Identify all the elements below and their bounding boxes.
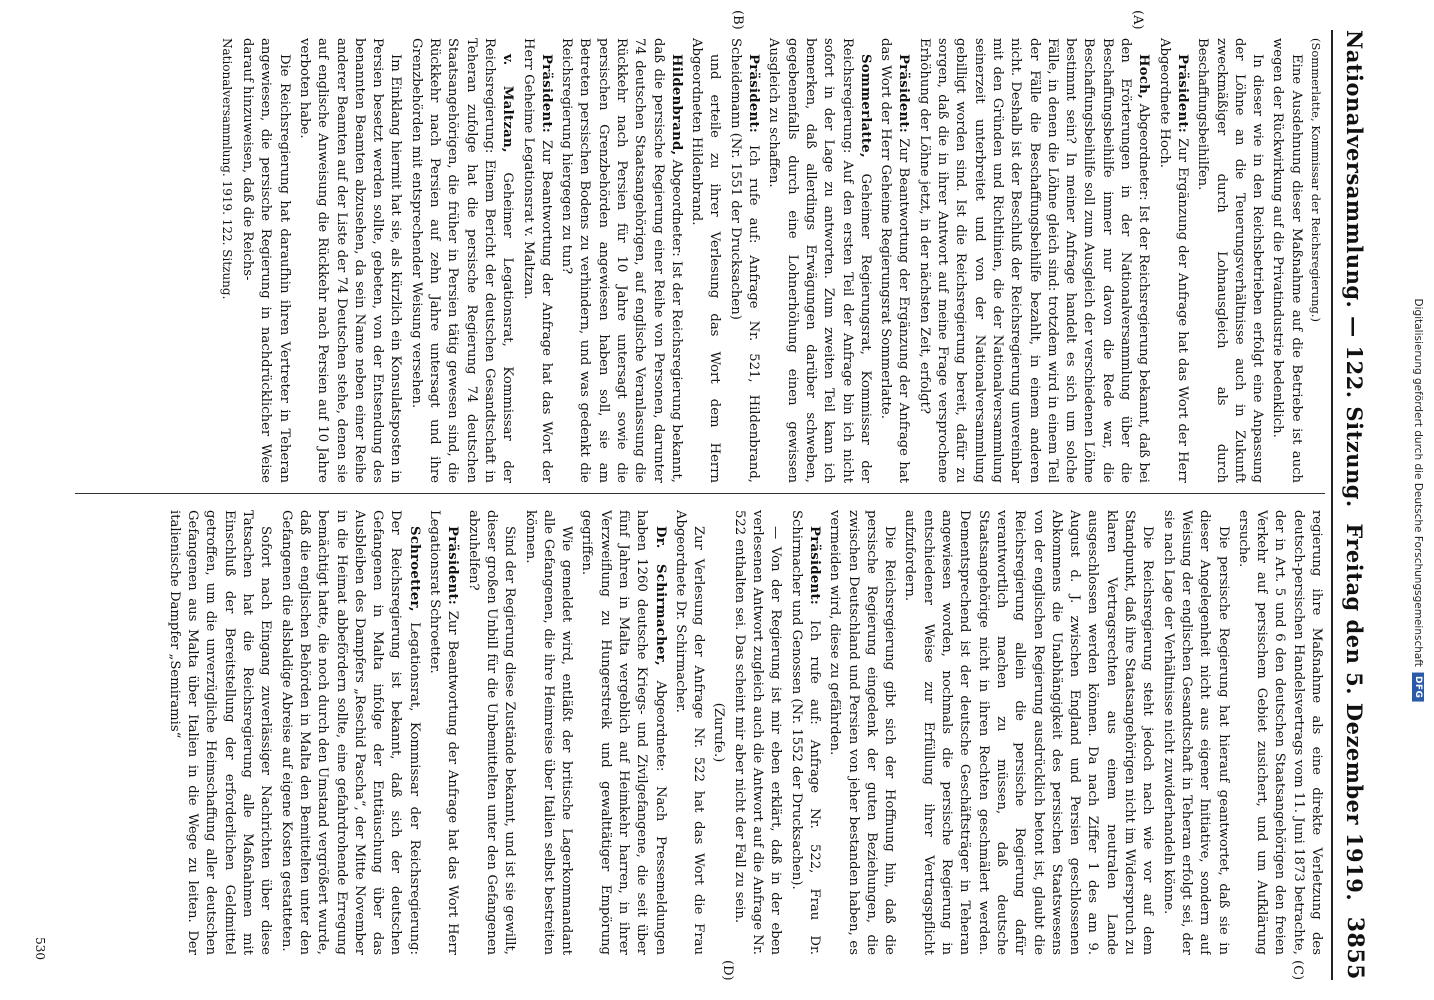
speech-paragraph [406, 38, 516, 483]
digitization-note [1412, 299, 1424, 702]
body-paragraph: Wie gemeldet wird, entläßt der britische Lagerkommandant alle Gefangenen, die ihre Heimreise über Italien selbst bestreiten können. [522, 510, 575, 955]
left-column [65, 38, 1325, 483]
dfg-logo: DFG [1412, 673, 1424, 702]
margin-marker-d: (D) [720, 960, 735, 981]
speech-paragraph [518, 38, 555, 483]
speaker-name: Schroetter, [406, 526, 422, 612]
speech-text: Abgeordneter: Ist der Reichsregierung bekannt, daß die persische Regierung einer Reihe von Personen, darunter 74 deutschen Staatsangehörigen, auf englische Veranlassung die Rückkehr nach Persien für 10 Jahre untersagt sowie die persischen Grenzbehörden angewiesen haben soll, sie am Betreten persischen Bodens zu verhindern, und was gedenkt die Reichsregierung hiergegen zu tun? [559, 38, 684, 483]
speech-paragraph [557, 38, 685, 483]
speech-paragraph [276, 510, 422, 955]
speech-paragraph [914, 38, 1152, 483]
speaker-name: Dr. Schirmacher, [652, 526, 668, 666]
speech-text: Geheimer Regierungsrat, Kommissar der Reichsregierung: Auf den ersten Teil der Anfrage bin ich nicht sofort in der Lage zu antworten. Zum zweiten Teil kann ich bemerken, daß allerdings Erwägungen darüber schweben, gegebenenfalls durch eine Lohnerhöhung einen gewissen Ausgleich zu schaffen. [766, 38, 873, 483]
speech-text: Geheimer Legationsrat, Kommissar der Reichsregierung: Einem Bericht der deutschen Gesandtschaft in Teheran zufolge hat die persische Regierung 74 deutschen Staatsangehörigen, die früher in Persien tätig gewesen sind, die Rückkehr nach Persien auf zehn Jahre untersagt und ihre Grenzbehörden mit entsprechender Weisung versehen. [408, 38, 516, 483]
speech-text: Abgeordnete: Nach Pressemeldungen haben 1260 deutsche Kriegs- und Zivilgefangene, die seit über fünf Jahren in Malta vergeblich auf Heimkehr harren, in ihrer Verzweiflung zu Hungerstreik und gewalttätiger Empörung gegriffen. [579, 510, 668, 955]
body-paragraph: Eine Ausdehnung dieser Maßnahme auf die Betriebe ist auch wegen der Rückwirkung auf die Privatindustrie bedenklich. [1270, 38, 1304, 483]
speaker-name: Präsident: [1174, 54, 1190, 134]
speaker-name: Sommerlatte, [857, 54, 873, 158]
page-number: 3855 [1342, 916, 1368, 980]
speaker-name: Präsident: [746, 54, 762, 134]
speech-paragraph [577, 510, 668, 955]
speech-paragraph [786, 510, 823, 955]
speech-text: Legationsrat, Kommissar der Reichsregierung: Der Reichsregierung ist bekannt, daß sich der deutschen Gefangenen in Malta infolge der Enttäuschung über das Ausbleiben des Dampfers „Reschid Pascha“, der Mitte November in die Heimat abbefördern sollte, eine gefahrdrohende Erregung bemächtigt hatte, die noch durch den Umstand vergrößert wurde, daß die englischen Behörden in Malta den Bemittelten unter den Gefangenen die alsbaldige Abreise auf eigene Kosten gestatteten. [278, 510, 422, 955]
speaker-continuation-note: (Sommerlatte, Kommissar der Reichsregierung.) [1309, 38, 1323, 322]
margin-marker-c: (C) [1290, 960, 1305, 981]
speech-text: Zur Beantwortung der Anfrage hat das Wort Herr Legationsrat Schroetter. [427, 510, 461, 955]
page-footer: Nationalversammlung. 1919. 122. Sitzung. [219, 38, 234, 300]
speaker-name: Präsident: [896, 54, 912, 134]
speech-paragraph [425, 510, 462, 955]
body-paragraph: Sofort nach Eingang zuverlässiger Nachrichten über diese Tatsachen hat die Reichsregierung alle Maßnahmen mit Einschluß der Bereitstellung der erforderlichen Geldmittel getroffen, um die unverzügliche Heimschaffung aller deutschen Gefangenen aus Malta über Italien in die Wege zu leiten. Der italienische Dampfer „Semiramis“ [166, 510, 274, 955]
speech-text: Zur Beantwortung der Anfrage hat das Wort der Herr Geheime Legationsrat v. Maltzan. [520, 38, 554, 483]
body-paragraph: Im Einklang hiermit hat sie, als kürzlich ein Konsulatsposten in Persien besetzt werden sollte, gebeten, von der Entsendung des benannten Beamten abzusehen, da sein Name neben einer Reihe anderer Beamten auf der Liste der 74 Deutschen stehe, denen sie auf englische Anweisung die Rückkehr nach Persien auf 10 Jahre verboten habe. [296, 38, 404, 483]
speech-text: Abgeordneter: Ist der Reichsregierung bekannt, daß bei den Erörterungen in der Nationalversammlung über die Beschaffungsbeihilfe immer nur davon die Rede war, die Beschaffungsbeihilfe soll zum Ausgleich der verschiedenen Löhne bestimmt sein? In meiner Anfrage handelt es sich um solche Fälle, in denen die Löhne gleich sind: trotzdem wird in einem Teil der Fälle die Beschaffungsbeihilfe bezahlt, in einem anderen nicht. Deshalb ist der Beschluß der Reichsregierung unvereinbar mit den Gründen und Richtlinien, die der Nationalversammlung seinerzeit unterbreitet und von der Nationalversammlung gebilligt worden sind. Ist die Reichsregierung bereit, dafür zu sorgen, daß die in ihrer Antwort auf meine Frage versprochene Erhöhung der Löhne jetzt, in der nächsten Zeit, erfolgt? [916, 38, 1152, 483]
header-center: Freitag den 5. Dezember 1919. [1342, 523, 1368, 902]
digitization-note-text: Digitalisierung gefördert durch die Deutsche Forschungsgemeinschaft [1412, 298, 1424, 667]
margin-marker-b: (B) [730, 10, 745, 30]
sheet-number: 530 [33, 937, 47, 960]
speech-text: Ich rufe auf: Anfrage Nr. 521, Hildenbrand, Scheidemann (Nr. 1551 der Drucksachen) [727, 38, 762, 483]
interjection: (Zurufe.) [711, 702, 727, 763]
body-paragraph: regierung ihre Maßnahme als eine direkte Verletzung des deutsch-persischen Handelsvertrags vom 11. Juni 1873 betrachte, der in Art. 5 und 6 den deutschen Staatsangehörigen den freien Verkehr auf persischem Gebiet zusichert, und um Aufklärung ersuche. [1235, 510, 1324, 955]
speech-paragraph [1154, 38, 1191, 483]
right-column [65, 510, 1325, 955]
speaker-name: Präsident: [538, 54, 554, 134]
body-paragraph: Zur Verlesung der Anfrage Nr. 522 hat das Wort die Frau Abgeordnete Dr. Schirmacher. [672, 510, 707, 955]
speech-paragraph [764, 38, 874, 483]
body-paragraph: Die Reichsregierung steht jedoch nach wie vor auf dem Standpunkt, daß ihre Staatsangehörigen nicht im Widerspruch zu klaren Vertragsrechten aus einem neutralen Lande ausgeschlossen werden können. Da nach Ziffer 1 des am 9. August d. J. zwischen England und Persien geschlossenen Abkommens die Unabhängigkeit des persischen Staatswesens von der englischen Regierung ausdrücklich betont ist, glaubt die Reichsregierung allein die persische Regierung dafür verantwortlich machen zu müssen, daß deutsche Staatsangehörige nicht in ihren Rechten geschmälert werden. Dementsprechend ist der deutsche Geschäftsträger in Teheran angewiesen worden, nochmals die persische Regierung in entschiedener Weise zur Erfüllung ihrer Vertragspflicht aufzufordern. [902, 510, 1156, 955]
speech-paragraph [726, 38, 763, 483]
running-head [1335, 30, 1375, 980]
scanned-page [25, 0, 1385, 1000]
speaker-name: Hoch, [1136, 54, 1152, 99]
body-paragraph: Sind der Regierung diese Zustände bekannt, und ist sie gewillt, dieser großen Unbill für die Unbemittelten unter den Gefangenen abzuhelfen? [465, 510, 518, 955]
body-paragraph: Die persische Regierung hat hierauf geantwortet, daß sie in dieser Angelegenheit nicht aus eigener Initiative, sondern auf Weisung der englischen Gesandtschaft in Teheran erfolgt sei, der sie nach Lage der Verhältnisse nicht zuwiderhandeln könne. [1160, 510, 1231, 955]
column-rule [75, 493, 1325, 494]
speaker-name: Präsident: [806, 526, 822, 606]
speaker-name: Hildenbrand, [668, 54, 684, 156]
body-paragraph: In dieser wie in den Reichsbetrieben erfolgt eine Anpassung der Löhne an die Teuerungsverhältnisse auch in Zukunft zweckmäßiger durch Lohnausgleich als durch Beschaffungsbeihilfen. [1195, 38, 1266, 483]
body-paragraph: Die Reichsregierung gibt sich der Hoffnung hin, daß die persische Regierung eingedenk der guten Beziehungen, die zwischen Deutschland und Persien von jeher bestanden haben, es vermeiden wird, diese zu gefährden. [827, 510, 898, 955]
header-rule [1331, 30, 1333, 980]
speech-paragraph [876, 38, 913, 483]
body-paragraph: Die Reichsregierung hat daraufhin ihren Vertreter in Teheran angewiesen, die persische Regierung in nachdrücklicher Weise darauf hinzuweisen, daß die Reichs- [240, 38, 292, 483]
body-paragraph: — Von der Regierung ist mir eben erklärt, daß in der eben verlesenen Antwort zugleich auch die Antwort auf die Anfrage Nr. 522 enthalten sei. Das scheint mir aber nicht der Fall zu sein. [731, 510, 784, 955]
speaker-name: v. Maltzan, [500, 54, 516, 153]
header-left: Nationalversammlung. — 122. Sitzung. [1342, 30, 1368, 508]
speech-text: Ich rufe auf: Anfrage Nr. 522, Frau Dr. Schirmacher und Genossen (Nr. 1552 der Drucksachen). [788, 510, 822, 955]
speaker-name: Präsident: [445, 526, 461, 606]
speech-text: Zur Ergänzung der Anfrage hat das Wort der Herr Abgeordnete Hoch. [1156, 38, 1190, 483]
margin-marker-a: (A) [1130, 10, 1145, 30]
speech-text: Zur Beantwortung der Ergänzung der Anfrage hat das Wort der Herr Geheime Regierungsrat Sommerlatte. [878, 38, 912, 483]
body-paragraph: und erteile zu ihrer Verlesung das Wort dem Herrn Abgeordneten Hildenbrand. [689, 38, 723, 483]
